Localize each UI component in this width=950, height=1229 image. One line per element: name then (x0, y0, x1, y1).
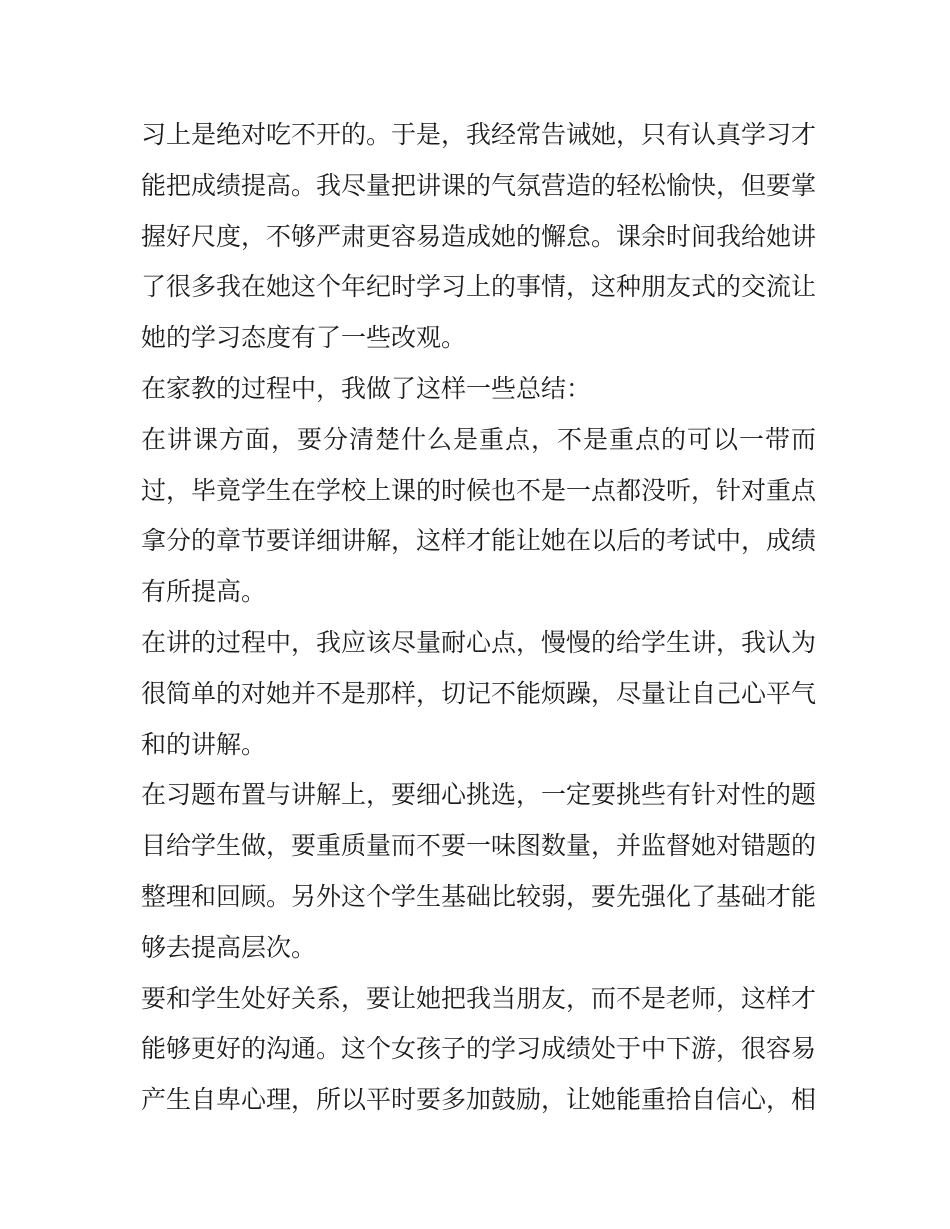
paragraph-3: 在讲课方面，要分清楚什么是重点，不是重点的可以一带而过，毕竟学生在学校上课的时候也不是一点都没听，针对重点拿分的章节要详细讲解，这样才能让她在以后的考试中，成绩有所提高。 (141, 424, 817, 607)
paragraph-6: 要和学生处好关系，要让她把我当朋友，而不是老师，这样才能够更好的沟通。这个女孩子的学习成绩处于中下游，很容易产生自卑心理，所以平时要多加鼓励，让她能重拾自信心，相 (141, 983, 817, 1115)
paragraph-5: 在习题布置与讲解上，要细心挑选，一定要挑些有针对性的题目给学生做，要重质量而不要一味图数量，并监督她对错题的整理和回顾。另外这个学生基础比较弱，要先强化了基础才能够去提高层次。 (141, 780, 817, 962)
paragraph-2: 在家教的过程中，我做了这样一些总结： (141, 373, 592, 403)
document-body (141, 110, 816, 1126)
paragraph-4: 在讲的过程中，我应该尽量耐心点，慢慢的给学生讲，我认为很简单的对她并不是那样，切记不能烦躁，尽量让自己心平气和的讲解。 (141, 627, 817, 759)
paragraph-1: 习上是绝对吃不开的。于是，我经常告诫她，只有认真学习才能把成绩提高。我尽量把讲课的气氛营造的轻松愉快，但要掌握好尺度，不够严肃更容易造成她的懈怠。课余时间我给她讲了很多我在她这个年纪时学习上的事情，这种朋友式的交流让她的学习态度有了一些改观。 (141, 120, 817, 353)
